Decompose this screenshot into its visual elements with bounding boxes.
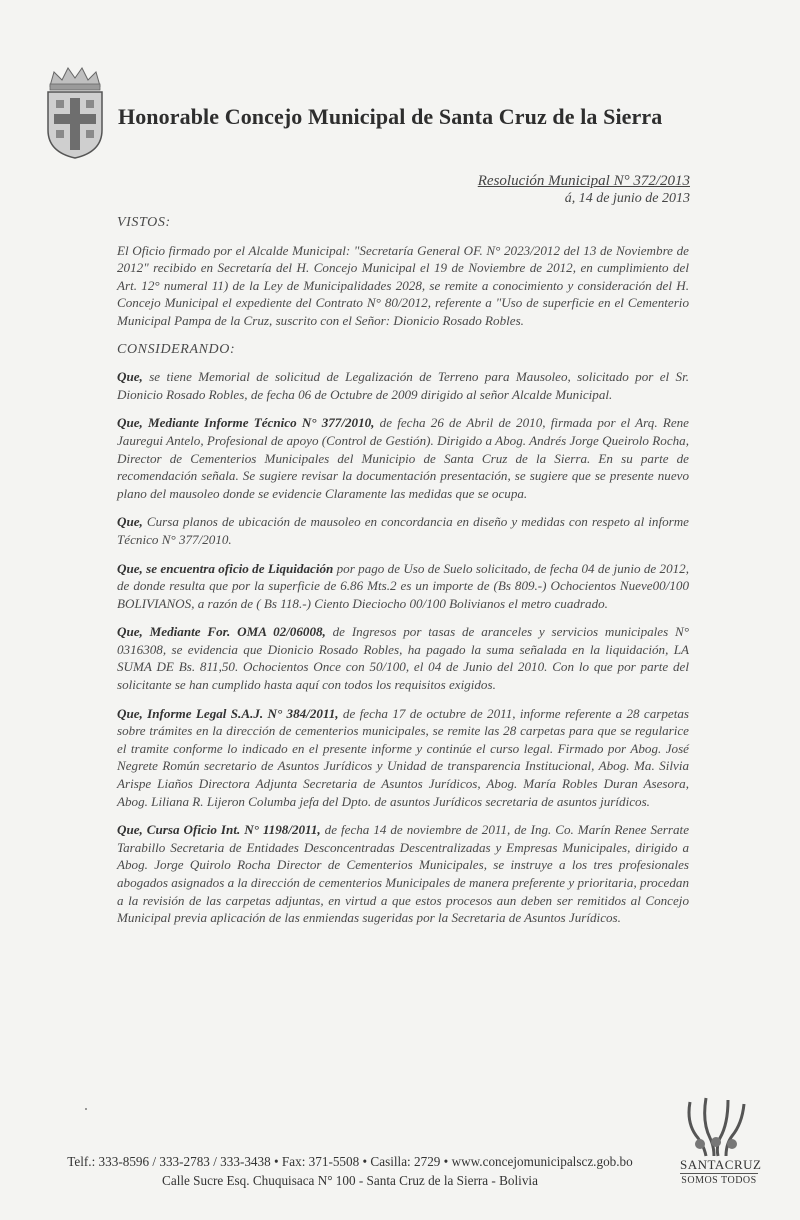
paragraph-text: de fecha 26 de Abril de 2010, firmada por el Arq. Rene Jauregui Antelo, Profesional de apoyo (Control de Gestión). Dirigido a Abog. Andrés Jorge Queirolo Rocha, Director de Cementerios Municipales del Municipio de Santa Cruz de la Sierra. En su parte de recomendación señala. Se sugiere revisar la documentación presentación, se sugiere que se presente nuevo plano del mausoleo donde se evidencie Claramente las medidas que se ocupa.	[117, 415, 689, 501]
considerando-paragraph	[117, 821, 689, 927]
paragraph-lead: Que, Informe Legal S.A.J. N° 384/2011,	[117, 705, 339, 721]
paragraph-lead: Que, Cursa Oficio Int. N° 1198/2011,	[117, 822, 321, 838]
logo-name: SANTACRUZ	[680, 1157, 762, 1172]
vistos-paragraph: El Oficio firmado por el Alcalde Municipal: "Secretaría General OF. N° 2023/2012 del 13 de Noviembre de 2012" recibido en Secretaría del H. Concejo Municipal el 19 de Noviembre de 2012, en cumplimiento del Art. 12° numeral 11) de la Ley de Municipalidades 2028, se remite a conocimiento y consideración del H. Concejo Municipal el expediente del Contrato N° 80/2012, referente a "Uso de superficie en el Cementerio Municipal Pampa de la Cruz, suscrito con el Señor: Dionicio Rosado Robles.	[117, 242, 689, 328]
coat-of-arms-icon	[42, 60, 108, 160]
footer-contact-line: Telf.: 333-8596 / 333-2783 / 333-3438 • Fax: 371-5508 • Casilla: 2729 • www.concejomunicipalscz.gob.bo	[67, 1154, 633, 1169]
paragraph-lead: Que, Mediante For. OMA 02/06008,	[117, 624, 326, 640]
logo-slogan: SOMOS TODOS	[681, 1175, 757, 1186]
considerando-paragraph	[117, 623, 689, 693]
paragraph-text: Cursa planos de ubicación de mausoleo en concordancia en diseño y medidas con respeto al informe Técnico N° 377/2010.	[117, 514, 689, 547]
considerando-paragraph	[117, 705, 689, 811]
paragraph-lead: Que,	[117, 514, 143, 530]
considerando-paragraph	[117, 560, 689, 613]
paragraph-text: se tiene Memorial de solicitud de Legalización de Terreno para Mausoleo, solicitado por el Sr. Dionicio Rosado Robles, de fecha 06 de Octubre de 2009 dirigido al señor Alcalde Municipal.	[117, 369, 689, 402]
considerando-paragraph	[117, 368, 689, 403]
considerando-heading: CONSIDERANDO:	[117, 341, 236, 357]
scan-speck	[85, 1108, 87, 1110]
vistos-heading: VISTOS:	[117, 215, 171, 230]
footer	[40, 1152, 660, 1190]
paragraph-text: de fecha 17 de octubre de 2011, informe referente a 28 carpetas sobre trámites en la dirección de cementerios municipales, se remite las 28 carpetas para que se regularice el tramite conforme lo indicado en el presente informe y continúe el curso legal. Firmado por Abog. José Negrete Romún secretario de Asuntos Jurídicos y Unidad de transparencia Institucional, Abog. Ma. Silvia Arispe Liaños Directora Adjunta Secretaria de Asuntos Jurídicos, Abog. María Robles Duran Asesora, Abog. Liliana R. Lijeron Columba jefa del Dpto. de asuntos Jurídicos secretaria de asuntos jurídicos.	[117, 705, 690, 809]
resolution-number: Resolución Municipal N° 372/2013	[477, 173, 690, 189]
paragraph-text: por pago de Uso de Suelo solicitado, de fecha 04 de junio de 2012, de donde resulta que por la superficie de 6.86 Mts.2 es un importe de (Bs 809.-) Ochocientos Nueve00/100 BOLIVIANOS, a razón de ( Bs 118.-) Ciento Dieciocho 00/100 Bolivianos el metro cuadrado.	[117, 560, 689, 611]
paragraph-lead: Que, Mediante Informe Técnico N° 377/2010,	[117, 415, 375, 431]
footer-address-line: Calle Sucre Esq. Chuquisaca N° 100 - Santa Cruz de la Sierra - Bolivia	[162, 1173, 538, 1188]
paragraph-lead: Que, se encuentra oficio de Liquidación	[117, 560, 334, 576]
paragraph-lead: Que,	[117, 369, 143, 385]
organization-title: Honorable Concejo Municipal de Santa Cruz de la Sierra	[118, 104, 663, 129]
resolution-date: á, 14 de junio de 2013	[564, 191, 690, 206]
document-body	[117, 214, 689, 938]
paragraph-text: de Ingresos por tasas de aranceles y servicios municipales N° 0316308, se evidencia que Dionicio Rosado Robles, ha pagado la suma señalada en la liquidación, LA SUMA DE Bs. 811,50. Ochocientos Once con 50/100, el 04 de Junio del 2010. Con lo que por parte del solicitante se han cumplido hasta aquí con todos los requisitos exigidos.	[117, 624, 689, 693]
paragraph-text: de fecha 14 de noviembre de 2011, de Ing. Co. Marín Renee Serrate Tarabillo Secretaria de Entidades Desconcentradas Descentralizadas y Empresas Municipales, dirigido a Abog. Jorge Quirolo Rocha Director de Cementerios Municipales, se instruye a los tres profesionales abogados asignados a la dirección de cementerios Municipales de manera preferente y prioritaria, procedan a la revisión de las carpetas adjuntas, en virtud a que estos procesos aun deben ser remitidos al Concejo Municipal previa aplicación de las enmiendas sugeridas por la Secretaria de Asuntos Jurídicos.	[117, 822, 689, 926]
resolution-block	[478, 172, 690, 208]
considerando-paragraph	[117, 513, 689, 548]
considerando-paragraph	[117, 414, 689, 502]
